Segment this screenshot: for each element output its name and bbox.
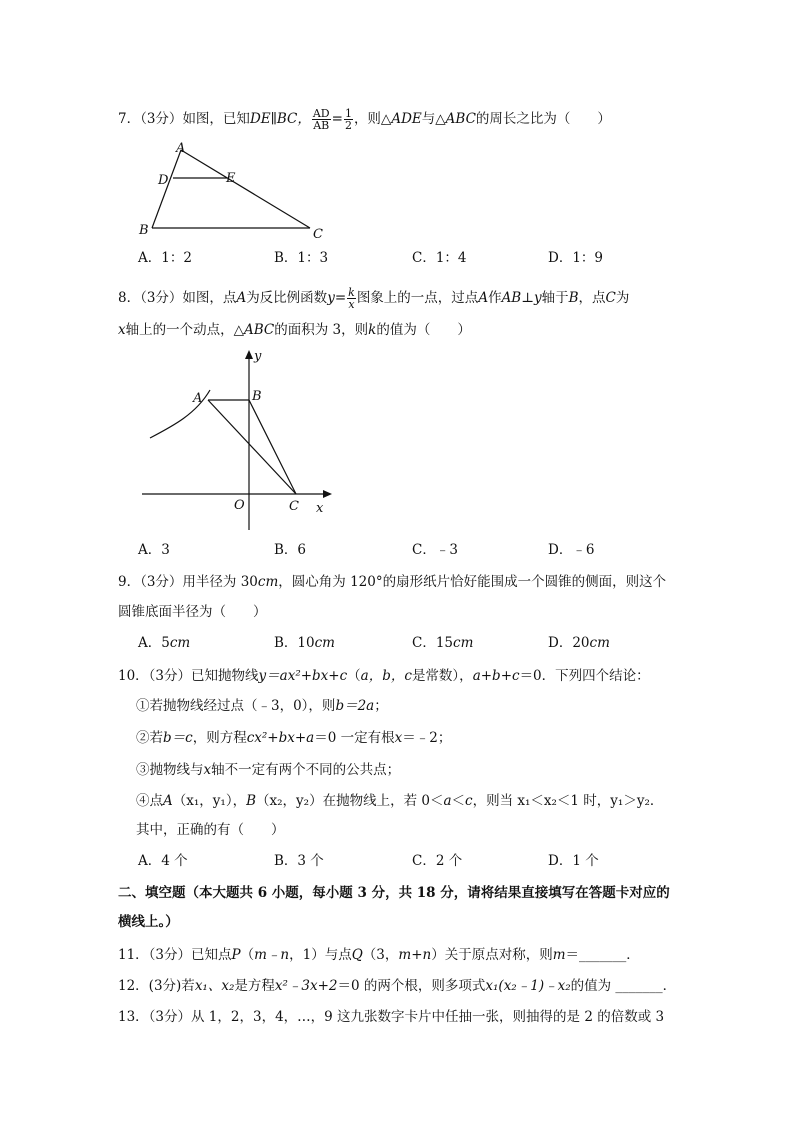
q7-score: （3分） bbox=[140, 111, 183, 127]
q12-answer-blank[interactable]: 的值为 _______． bbox=[570, 978, 677, 994]
q7-label-c: C bbox=[313, 227, 323, 242]
q10-s4-b: A bbox=[163, 793, 173, 809]
q10-t4: ＝0．下列四个结论： bbox=[519, 668, 650, 684]
q11-d: （3， bbox=[362, 947, 399, 963]
q11-mpn: m+n bbox=[398, 947, 432, 963]
q7-stem bbox=[118, 108, 611, 131]
q12-c: ＝0 的两个根，则多项式 bbox=[337, 978, 486, 994]
q8-b: B bbox=[568, 290, 579, 306]
q10-s2-d: cx²+bx+a bbox=[246, 730, 315, 746]
q7-half-num: 1 bbox=[344, 107, 352, 120]
q8-k: k bbox=[348, 286, 355, 299]
q8-y-axis-arrow bbox=[245, 350, 253, 359]
q8-stem-line2 bbox=[118, 320, 471, 340]
q7-frac-den: AB bbox=[313, 119, 330, 132]
q9-option-c-unit: cm bbox=[453, 635, 474, 651]
q9-stem-line2: 圆锥底面半径为（ ） bbox=[118, 604, 267, 620]
q11-stem bbox=[118, 945, 640, 965]
q8-label-o: O bbox=[234, 498, 245, 513]
q9-option-c[interactable] bbox=[412, 633, 473, 653]
q7-side-ac bbox=[181, 150, 310, 228]
q10-s1-b: b＝2a bbox=[335, 698, 375, 714]
q8-option-d[interactable] bbox=[548, 540, 594, 560]
q8-stem-line1 bbox=[118, 287, 629, 310]
q8-segment-ac bbox=[208, 400, 296, 494]
q10-t2: （ bbox=[347, 668, 361, 684]
q10-option-b-key: B． bbox=[274, 853, 298, 869]
q7-option-d-key: D． bbox=[548, 250, 573, 266]
q7-number: 7． bbox=[118, 111, 141, 127]
q10-s3-b: x bbox=[203, 762, 212, 778]
q9-option-c-num: 15 bbox=[435, 635, 454, 651]
q8-option-c-text: ﹣3 bbox=[435, 542, 458, 558]
q12-stem bbox=[118, 976, 676, 996]
q8-t5: 轴于 bbox=[541, 290, 569, 306]
q12-a: 12．(3分)若 bbox=[118, 978, 195, 994]
q7-fraction-half bbox=[344, 108, 353, 131]
q7-label-a: A bbox=[176, 141, 186, 156]
q8-option-a-text: 3 bbox=[161, 542, 170, 558]
q9-option-a-num: 5 bbox=[161, 635, 170, 651]
q8-option-d-key: D． bbox=[548, 542, 573, 558]
q8-label-c: C bbox=[289, 499, 299, 514]
q12-x1x2: x₁、x₂ bbox=[194, 978, 235, 994]
q10-option-a[interactable] bbox=[138, 851, 188, 871]
q7-eq: = bbox=[331, 111, 343, 127]
q10-statement-2 bbox=[136, 728, 451, 748]
q10-abc: a，b，c bbox=[360, 668, 412, 684]
q8-graph-figure bbox=[138, 346, 338, 532]
q10-option-a-key: A． bbox=[138, 853, 162, 869]
q8-c: C bbox=[605, 290, 616, 306]
q10-option-c[interactable] bbox=[412, 851, 462, 871]
q10-s1-c: ； bbox=[374, 698, 388, 714]
q12-eq: x²﹣3x+2 bbox=[274, 978, 338, 994]
q7-label-b: B bbox=[139, 223, 149, 238]
q8-l2-k: k bbox=[368, 322, 377, 338]
q8-option-c-key: C． bbox=[412, 542, 436, 558]
q8-t6: ，点 bbox=[578, 290, 606, 306]
q8-a2: A bbox=[478, 290, 489, 306]
q7-half-den: 2 bbox=[344, 119, 352, 132]
q9-option-d-num: 20 bbox=[572, 635, 590, 651]
q9-option-b-unit: cm bbox=[314, 635, 335, 651]
q7-option-d[interactable] bbox=[548, 248, 603, 268]
q7-text-3: 与△ bbox=[421, 111, 446, 127]
q8-x: x bbox=[348, 298, 355, 311]
q7-frac-num: AD bbox=[312, 107, 330, 120]
q11-q: Q bbox=[351, 947, 363, 963]
q8-option-a-key: A． bbox=[138, 542, 162, 558]
q8-option-d-text: ﹣6 bbox=[572, 542, 595, 558]
q10-s4-e: （x₂，y₂）在抛物线上，若 0＜ bbox=[256, 793, 444, 809]
q10-s4-a: ④点 bbox=[136, 793, 163, 809]
q9-option-a-key: A． bbox=[138, 635, 162, 651]
q10-option-c-key: C． bbox=[412, 853, 436, 869]
q10-sum: a+b+c bbox=[472, 668, 520, 684]
q8-t3: 图象上的一点，过点 bbox=[356, 290, 479, 306]
q7-label-d: D bbox=[158, 173, 169, 188]
q9-t1: 9．（3分）用半径为 30 bbox=[118, 574, 258, 590]
q10-s2-b: b＝c bbox=[163, 730, 193, 746]
q8-eq: = bbox=[334, 290, 347, 306]
q10-question-prompt: 其中，正确的有（ ） bbox=[136, 822, 285, 838]
q7-option-b-text: 1：3 bbox=[297, 250, 329, 266]
q12-b: 是方程 bbox=[234, 978, 275, 994]
q9-cm: cm bbox=[257, 574, 279, 590]
q8-label-a: A bbox=[193, 391, 203, 406]
q10-option-d-key: D． bbox=[548, 853, 573, 869]
q11-m: m bbox=[552, 947, 566, 963]
q10-s4-h: c bbox=[465, 793, 473, 809]
q9-option-a-unit: cm bbox=[169, 635, 191, 651]
q9-option-b-num: 10 bbox=[297, 635, 315, 651]
q10-s2-c: ，则方程 bbox=[192, 730, 247, 746]
q8-option-b-text: 6 bbox=[297, 542, 307, 558]
q10-option-d-text: 1 个 bbox=[572, 853, 599, 869]
q8-y: y bbox=[327, 290, 335, 306]
q11-answer-blank[interactable]: ＝_______． bbox=[565, 947, 640, 963]
q8-perp: ⊥ bbox=[521, 290, 534, 306]
q7-fraction-ad-ab bbox=[312, 108, 331, 131]
q8-option-c[interactable] bbox=[412, 540, 458, 560]
q11-p: P bbox=[231, 947, 241, 963]
q10-option-b-text: 3 个 bbox=[297, 853, 324, 869]
q9-t2: ，圆心角为 120°的扇形纸片恰好能围成一个圆锥的侧面，则这个 bbox=[278, 574, 667, 590]
q7-option-a-key: A． bbox=[138, 250, 162, 266]
q8-l2-t1: 轴上的一个动点，△ bbox=[125, 322, 245, 338]
q7-text-4: 的周长之比为（ ） bbox=[475, 111, 611, 127]
q7-option-b-key: B． bbox=[274, 250, 298, 266]
q8-option-b-key: B． bbox=[274, 542, 298, 558]
q7-label-e: E bbox=[226, 171, 236, 186]
q10-statement-1 bbox=[136, 696, 388, 716]
q8-t2: 为反比例函数 bbox=[246, 290, 328, 306]
q7-option-b[interactable] bbox=[274, 248, 328, 268]
q10-t3: 是常数）， bbox=[411, 668, 473, 684]
q9-option-d[interactable] bbox=[548, 633, 610, 653]
q8-ab: AB bbox=[501, 290, 522, 306]
q8-y2: y bbox=[533, 290, 542, 306]
q10-s2-g: ＝﹣2； bbox=[402, 730, 452, 746]
q8-l2-abc: ABC bbox=[244, 322, 275, 338]
q10-s4-c: （x₁，y₁）， bbox=[172, 793, 247, 809]
q10-s3-a: ③抛物线与 bbox=[136, 762, 204, 778]
q7-option-c-key: C． bbox=[412, 250, 436, 266]
q10-s3-c: 轴不一定有两个不同的公共点； bbox=[211, 762, 401, 778]
q8-label-x: x bbox=[316, 501, 324, 516]
q8-option-b[interactable] bbox=[274, 540, 306, 560]
q8-t1: 8．（3分）如图，点 bbox=[118, 290, 237, 306]
q8-segment-bc bbox=[249, 400, 296, 494]
q12-poly: x₁(x₂﹣1)﹣x₂ bbox=[485, 978, 571, 994]
q10-s2-f: x bbox=[394, 730, 403, 746]
q10-option-d[interactable] bbox=[548, 851, 599, 871]
q7-abc: ABC bbox=[445, 111, 476, 127]
q10-option-b[interactable] bbox=[274, 851, 324, 871]
q10-s1-a: ①若抛物线经过点（﹣3，0），则 bbox=[136, 698, 336, 714]
q10-eqn: y＝ax²+bx+c bbox=[258, 668, 348, 684]
q9-option-b-key: B． bbox=[274, 635, 298, 651]
q7-condition: DE∥BC， bbox=[249, 111, 311, 127]
q11-b: （ bbox=[240, 947, 255, 963]
q11-e: ）关于原点对称，则 bbox=[431, 947, 553, 963]
q7-text-2: ，则△ bbox=[353, 111, 392, 127]
q9-option-b[interactable] bbox=[274, 633, 335, 653]
q8-t7: 为 bbox=[615, 290, 630, 306]
q8-label-b: B bbox=[252, 389, 262, 404]
q13-stem: 13．（3分）从 1，2，3，4，…，9 这九张数字卡片中任抽一张，则抽得的是 2 的倍数或 3 bbox=[118, 1009, 665, 1025]
q9-option-d-key: D． bbox=[548, 635, 573, 651]
q11-mn: m﹣n bbox=[254, 947, 290, 963]
q8-label-y: y bbox=[254, 349, 262, 364]
q10-option-c-text: 2 个 bbox=[435, 853, 463, 869]
q9-stem-line1 bbox=[118, 572, 666, 592]
q8-frac-x bbox=[347, 299, 356, 310]
q7-option-c-text: 1：4 bbox=[435, 250, 467, 266]
q7-option-c[interactable] bbox=[412, 248, 467, 268]
q10-option-a-text: 4 个 bbox=[161, 853, 188, 869]
q11-c: ，1）与点 bbox=[289, 947, 352, 963]
q10-s4-g: ＜ bbox=[451, 793, 466, 809]
q10-t1: 10．（3分）已知抛物线 bbox=[118, 668, 259, 684]
q10-s4-i: ，则当 x₁＜x₂＜1 时，y₁＞y₂． bbox=[472, 793, 664, 809]
q8-option-a[interactable] bbox=[138, 540, 170, 560]
q10-statement-3 bbox=[136, 760, 400, 780]
q10-stem bbox=[118, 666, 650, 686]
q8-l2-t3: 的值为（ ） bbox=[376, 322, 471, 338]
q7-text-1: 如图，已知 bbox=[182, 111, 250, 127]
q10-s2-e: ＝0 一定有根 bbox=[314, 730, 395, 746]
q8-l2-x: x bbox=[118, 322, 126, 338]
q9-option-c-key: C． bbox=[412, 635, 436, 651]
q9-option-d-unit: cm bbox=[589, 635, 610, 651]
q9-option-a[interactable] bbox=[138, 633, 190, 653]
q7-option-a[interactable] bbox=[138, 248, 192, 268]
q8-a: A bbox=[236, 290, 247, 306]
q7-option-d-text: 1：9 bbox=[572, 250, 604, 266]
q7-side-ab bbox=[152, 150, 181, 228]
q8-fraction-k-x bbox=[347, 287, 356, 310]
q10-s4-f: a bbox=[443, 793, 452, 809]
q8-x-axis-arrow bbox=[323, 490, 332, 498]
q7-ade: ADE bbox=[391, 111, 422, 127]
q10-s4-d: B bbox=[246, 793, 256, 809]
q10-statement-4 bbox=[136, 791, 663, 811]
section-2-heading-line2: 横线上。） bbox=[118, 914, 179, 930]
q7-triangle-figure bbox=[134, 138, 334, 242]
section-2-heading-line1: 二、填空题（本大题共 6 小题，每小题 3 分，共 18 分，请将结果直接填写在答题卡对应的 bbox=[118, 885, 670, 901]
q10-s2-a: ②若 bbox=[136, 730, 163, 746]
q8-t4: 作 bbox=[488, 290, 502, 306]
q11-a: 11．（3分）已知点 bbox=[118, 947, 232, 963]
q8-l2-t2: 的面积为 3，则 bbox=[274, 322, 369, 338]
q7-option-a-text: 1：2 bbox=[161, 250, 192, 266]
